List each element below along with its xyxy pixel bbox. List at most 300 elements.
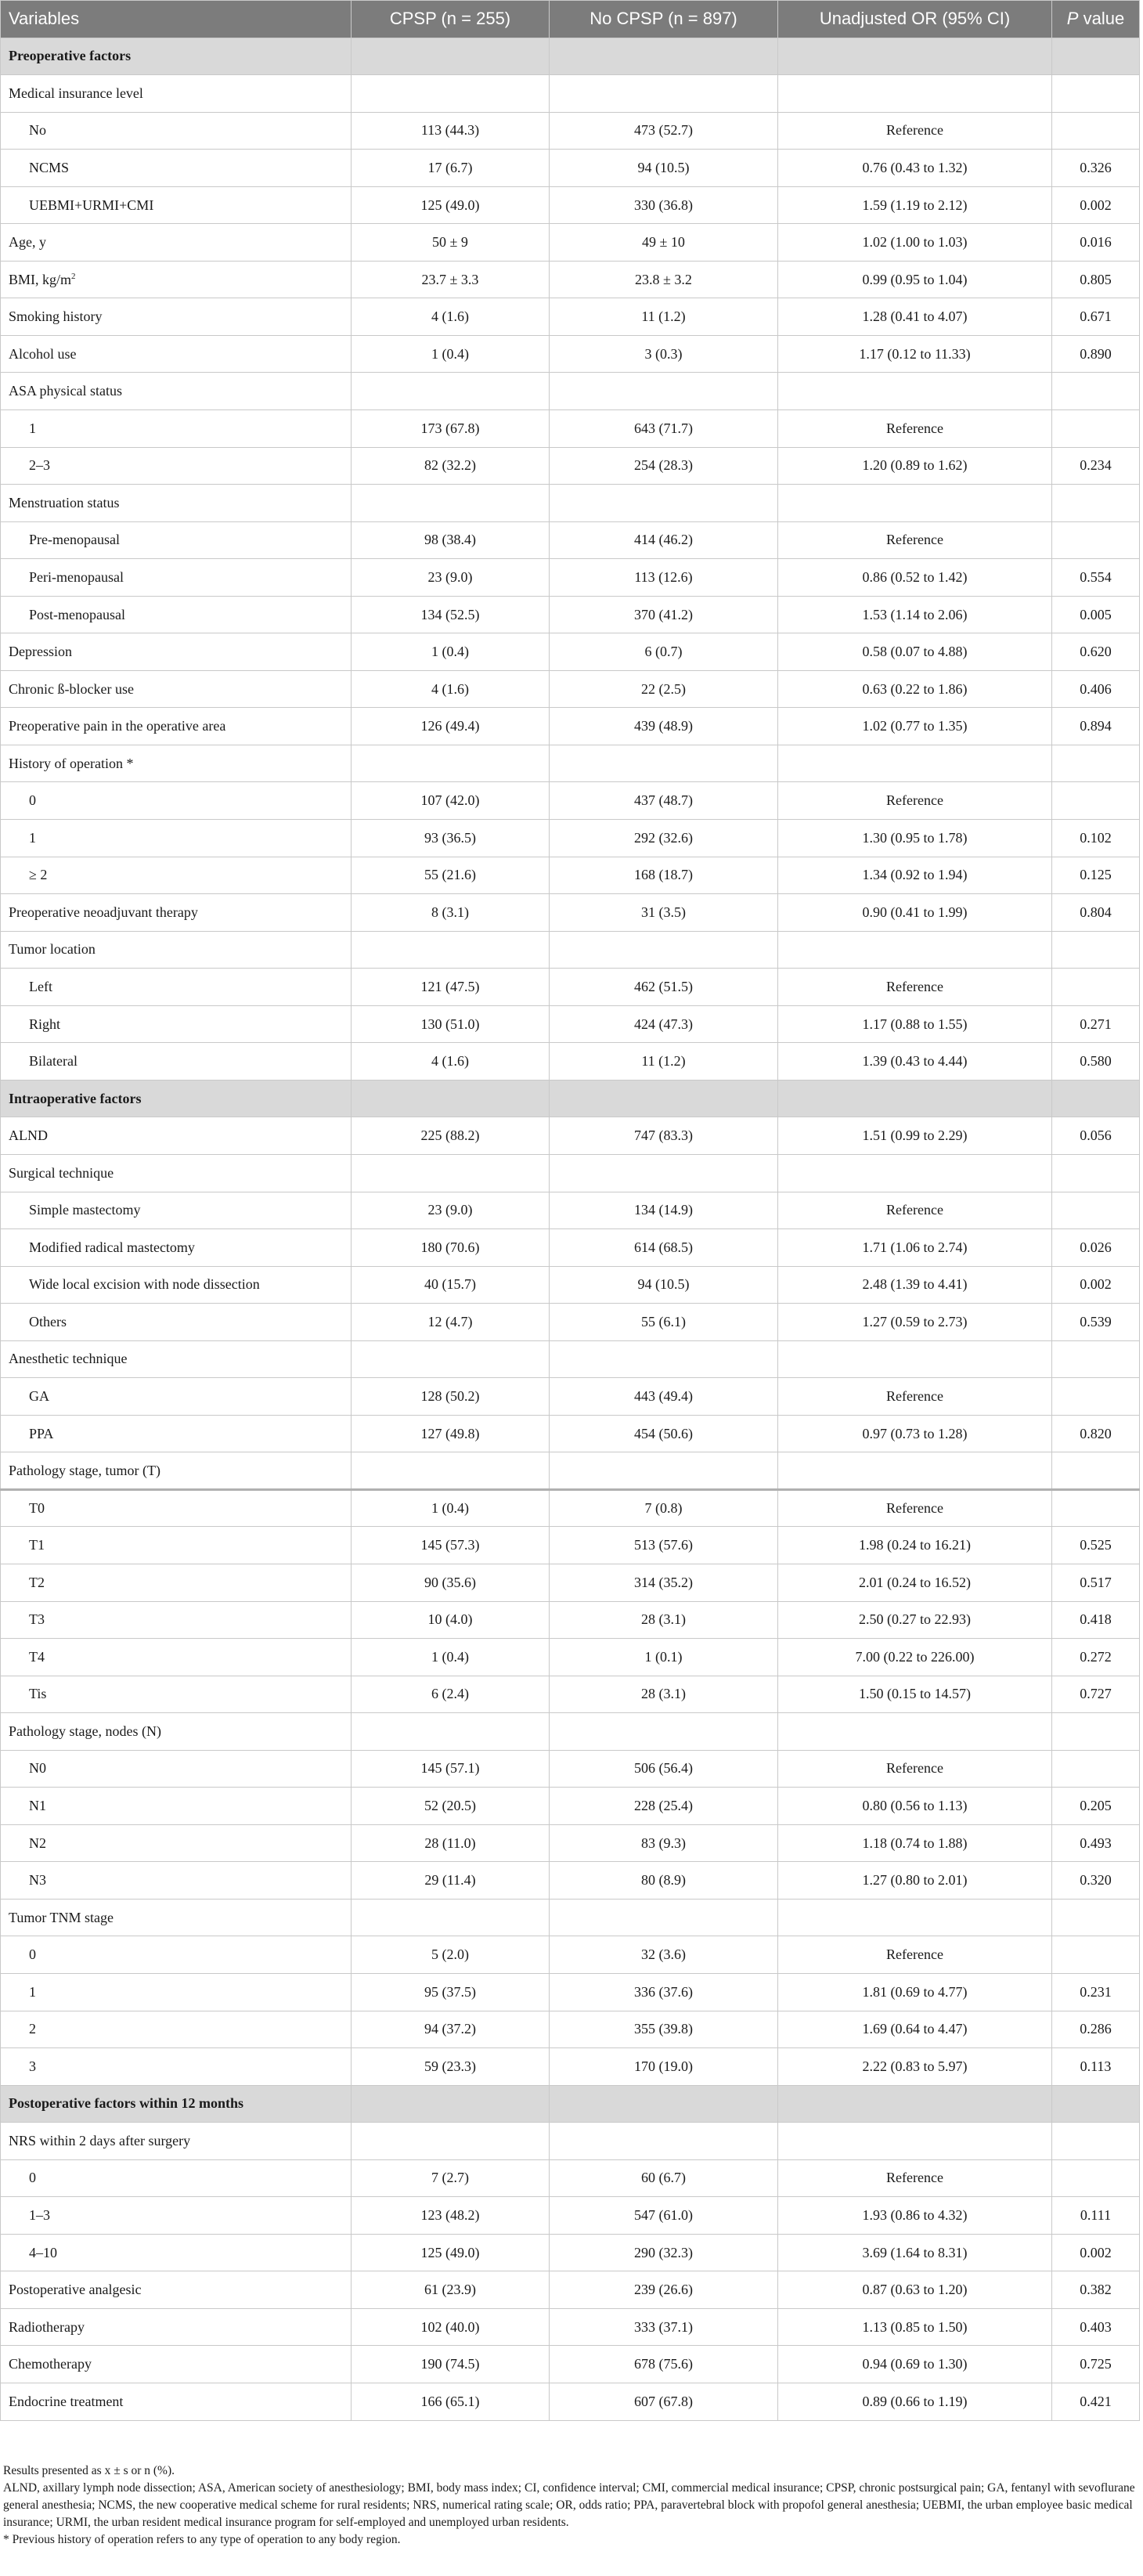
variable-cell bbox=[1, 2011, 352, 2048]
section-empty-cell bbox=[550, 38, 778, 75]
p-value-cell: 0.271 bbox=[1052, 1005, 1140, 1043]
or-cell: 2.22 (0.83 to 5.97) bbox=[778, 2048, 1052, 2086]
cpsp-cell: 180 (70.6) bbox=[352, 1229, 550, 1267]
cpsp-cell bbox=[352, 2123, 550, 2160]
section-header-row bbox=[1, 1080, 1140, 1117]
variable-label: Preoperative pain in the operative area bbox=[9, 718, 226, 734]
variable-cell bbox=[1, 1601, 352, 1639]
section-empty-cell bbox=[1052, 38, 1140, 75]
variable-label: GA bbox=[29, 1388, 49, 1404]
p-value-cell: 0.820 bbox=[1052, 1415, 1140, 1452]
table-row bbox=[1, 670, 1140, 708]
table-row bbox=[1, 1639, 1140, 1676]
no-cpsp-cell: 134 (14.9) bbox=[550, 1192, 778, 1229]
cpsp-cell: 125 (49.0) bbox=[352, 186, 550, 224]
cpsp-cell: 29 (11.4) bbox=[352, 1862, 550, 1900]
variable-cell bbox=[1, 1564, 352, 1601]
no-cpsp-cell bbox=[550, 1154, 778, 1192]
variable-label: 2 bbox=[29, 2021, 36, 2037]
table-row bbox=[1, 335, 1140, 373]
variable-cell bbox=[1, 1862, 352, 1900]
or-cell bbox=[778, 745, 1052, 782]
p-value-cell: 0.554 bbox=[1052, 559, 1140, 597]
p-value-cell: 0.403 bbox=[1052, 2308, 1140, 2346]
table-row bbox=[1, 112, 1140, 150]
cpsp-cell: 225 (88.2) bbox=[352, 1117, 550, 1155]
cpsp-cell: 1 (0.4) bbox=[352, 1489, 550, 1527]
or-cell bbox=[778, 75, 1052, 113]
or-cell: Reference bbox=[778, 410, 1052, 448]
or-cell bbox=[778, 485, 1052, 522]
variable-cell bbox=[1, 1005, 352, 1043]
section-title: Postoperative factors within 12 months bbox=[1, 2085, 352, 2123]
table-row bbox=[1, 969, 1140, 1006]
or-cell: 1.17 (0.88 to 1.55) bbox=[778, 1005, 1052, 1043]
no-cpsp-cell: 11 (1.2) bbox=[550, 1043, 778, 1081]
variable-label: ALND bbox=[9, 1127, 48, 1144]
p-value-cell: 0.231 bbox=[1052, 1973, 1140, 2011]
p-value-cell: 0.580 bbox=[1052, 1043, 1140, 1081]
or-cell: 0.90 (0.41 to 1.99) bbox=[778, 894, 1052, 932]
p-value-cell: 0.234 bbox=[1052, 447, 1140, 485]
table-row bbox=[1, 1005, 1140, 1043]
no-cpsp-cell: 355 (39.8) bbox=[550, 2011, 778, 2048]
variable-cell bbox=[1, 373, 352, 410]
header-cpsp: CPSP (n = 255) bbox=[352, 1, 550, 38]
or-cell: 1.30 (0.95 to 1.78) bbox=[778, 820, 1052, 857]
group-header-row bbox=[1, 373, 1140, 410]
cpsp-cell: 23.7 ± 3.3 bbox=[352, 261, 550, 298]
p-value-cell bbox=[1052, 1192, 1140, 1229]
or-cell: 0.99 (0.95 to 1.04) bbox=[778, 261, 1052, 298]
no-cpsp-cell: 94 (10.5) bbox=[550, 1266, 778, 1304]
cpsp-cell: 113 (44.3) bbox=[352, 112, 550, 150]
table-row bbox=[1, 1229, 1140, 1267]
variable-cell bbox=[1, 75, 352, 113]
section-title: Preoperative factors bbox=[1, 38, 352, 75]
p-value-cell: 0.005 bbox=[1052, 596, 1140, 633]
no-cpsp-cell: 336 (37.6) bbox=[550, 1973, 778, 2011]
cpsp-cell: 50 ± 9 bbox=[352, 224, 550, 262]
cpsp-cell bbox=[352, 75, 550, 113]
variable-label: 1 bbox=[29, 829, 36, 846]
cpsp-cell: 121 (47.5) bbox=[352, 969, 550, 1006]
p-value-cell: 0.326 bbox=[1052, 150, 1140, 187]
p-value-cell bbox=[1052, 745, 1140, 782]
cpsp-cell: 8 (3.1) bbox=[352, 894, 550, 932]
or-cell: 1.27 (0.80 to 2.01) bbox=[778, 1862, 1052, 1900]
group-header-row bbox=[1, 1452, 1140, 1490]
variable-label: Tumor location bbox=[9, 941, 96, 958]
or-cell: 1.20 (0.89 to 1.62) bbox=[778, 447, 1052, 485]
variable-label: Bilateral bbox=[29, 1053, 78, 1070]
variable-label: T2 bbox=[29, 1574, 45, 1590]
or-cell: 1.98 (0.24 to 16.21) bbox=[778, 1527, 1052, 1564]
or-cell: 1.13 (0.85 to 1.50) bbox=[778, 2308, 1052, 2346]
section-empty-cell bbox=[1052, 2085, 1140, 2123]
group-header-row bbox=[1, 1899, 1140, 1936]
or-cell: 1.93 (0.86 to 4.32) bbox=[778, 2197, 1052, 2235]
table-row bbox=[1, 1043, 1140, 1081]
table-row bbox=[1, 2346, 1140, 2383]
p-value-cell: 0.002 bbox=[1052, 1266, 1140, 1304]
no-cpsp-cell: 473 (52.7) bbox=[550, 112, 778, 150]
variable-label: Endocrine treatment bbox=[9, 2393, 124, 2409]
section-empty-cell bbox=[778, 2085, 1052, 2123]
no-cpsp-cell bbox=[550, 745, 778, 782]
or-cell bbox=[778, 2123, 1052, 2160]
variable-cell bbox=[1, 1154, 352, 1192]
or-cell: Reference bbox=[778, 521, 1052, 559]
table-row bbox=[1, 1824, 1140, 1862]
no-cpsp-cell bbox=[550, 1899, 778, 1936]
variable-label: 0 bbox=[29, 1946, 36, 1963]
no-cpsp-cell: 3 (0.3) bbox=[550, 335, 778, 373]
variable-label: Radiotherapy bbox=[9, 2318, 85, 2335]
variable-label: Medical insurance level bbox=[9, 85, 143, 101]
variable-label: History of operation * bbox=[9, 755, 134, 771]
variable-cell bbox=[1, 2197, 352, 2235]
p-value-cell bbox=[1052, 1452, 1140, 1490]
variable-cell bbox=[1, 447, 352, 485]
p-value-cell: 0.111 bbox=[1052, 2197, 1140, 2235]
or-cell bbox=[778, 373, 1052, 410]
variable-cell bbox=[1, 186, 352, 224]
header-p-letter: P bbox=[1066, 9, 1079, 29]
cpsp-cell: 5 (2.0) bbox=[352, 1936, 550, 1974]
p-value-cell: 0.539 bbox=[1052, 1304, 1140, 1341]
table-row bbox=[1, 150, 1140, 187]
section-empty-cell bbox=[1052, 1080, 1140, 1117]
or-cell bbox=[778, 1154, 1052, 1192]
no-cpsp-cell bbox=[550, 1340, 778, 1378]
cpsp-cell: 40 (15.7) bbox=[352, 1266, 550, 1304]
section-empty-cell bbox=[550, 1080, 778, 1117]
table-row bbox=[1, 596, 1140, 633]
table-row bbox=[1, 2159, 1140, 2197]
no-cpsp-cell bbox=[550, 485, 778, 522]
cpsp-cell: 125 (49.0) bbox=[352, 2234, 550, 2271]
table-row bbox=[1, 224, 1140, 262]
variable-label: 1 bbox=[29, 1983, 36, 2000]
variable-cell bbox=[1, 708, 352, 745]
p-value-cell bbox=[1052, 410, 1140, 448]
p-value-cell bbox=[1052, 373, 1140, 410]
variable-label: 4–10 bbox=[29, 2244, 57, 2260]
p-value-cell bbox=[1052, 1899, 1140, 1936]
cpsp-cell: 166 (65.1) bbox=[352, 2383, 550, 2421]
or-cell: 1.81 (0.69 to 4.77) bbox=[778, 1973, 1052, 2011]
variable-cell bbox=[1, 633, 352, 671]
or-cell: 0.80 (0.56 to 1.13) bbox=[778, 1788, 1052, 1825]
or-cell bbox=[778, 1899, 1052, 1936]
no-cpsp-cell: 333 (37.1) bbox=[550, 2308, 778, 2346]
variable-cell bbox=[1, 1117, 352, 1155]
no-cpsp-cell: 462 (51.5) bbox=[550, 969, 778, 1006]
cpsp-cell: 82 (32.2) bbox=[352, 447, 550, 485]
or-cell: 0.94 (0.69 to 1.30) bbox=[778, 2346, 1052, 2383]
variable-cell bbox=[1, 857, 352, 894]
variable-label: T3 bbox=[29, 1611, 45, 1628]
variable-cell bbox=[1, 1639, 352, 1676]
cpsp-cell: 102 (40.0) bbox=[352, 2308, 550, 2346]
p-value-cell bbox=[1052, 75, 1140, 113]
or-cell: 0.76 (0.43 to 1.32) bbox=[778, 150, 1052, 187]
header-unadjusted-or: Unadjusted OR (95% CI) bbox=[778, 1, 1052, 38]
p-value-cell bbox=[1052, 2123, 1140, 2160]
or-cell bbox=[778, 931, 1052, 969]
no-cpsp-cell: 330 (36.8) bbox=[550, 186, 778, 224]
no-cpsp-cell: 414 (46.2) bbox=[550, 521, 778, 559]
no-cpsp-cell: 32 (3.6) bbox=[550, 1936, 778, 1974]
variable-label: Post-menopausal bbox=[29, 606, 125, 622]
variable-label: Alcohol use bbox=[9, 345, 77, 362]
p-value-cell: 0.894 bbox=[1052, 708, 1140, 745]
variable-label: NRS within 2 days after surgery bbox=[9, 2132, 191, 2148]
no-cpsp-cell: 11 (1.2) bbox=[550, 298, 778, 336]
variable-cell bbox=[1, 1713, 352, 1751]
variable-label: N2 bbox=[29, 1835, 46, 1851]
cpsp-cell: 123 (48.2) bbox=[352, 2197, 550, 2235]
or-cell: 1.17 (0.12 to 11.33) bbox=[778, 335, 1052, 373]
or-cell: 3.69 (1.64 to 8.31) bbox=[778, 2234, 1052, 2271]
no-cpsp-cell: 113 (12.6) bbox=[550, 559, 778, 597]
section-empty-cell bbox=[778, 1080, 1052, 1117]
p-value-cell bbox=[1052, 521, 1140, 559]
variable-cell bbox=[1, 112, 352, 150]
no-cpsp-cell bbox=[550, 373, 778, 410]
variable-label: Menstruation status bbox=[9, 494, 120, 511]
section-empty-cell bbox=[352, 2085, 550, 2123]
variable-cell bbox=[1, 1788, 352, 1825]
or-cell: Reference bbox=[778, 1489, 1052, 1527]
variable-label: Anesthetic technique bbox=[9, 1351, 128, 1367]
table-row bbox=[1, 1862, 1140, 1900]
variable-label: Modified radical mastectomy bbox=[29, 1239, 195, 1255]
p-value-cell: 0.804 bbox=[1052, 894, 1140, 932]
or-cell: Reference bbox=[778, 969, 1052, 1006]
variable-cell bbox=[1, 1304, 352, 1341]
cpsp-cell: 190 (74.5) bbox=[352, 2346, 550, 2383]
section-title: Intraoperative factors bbox=[1, 1080, 352, 1117]
table-row bbox=[1, 894, 1140, 932]
variable-label: T0 bbox=[29, 1500, 45, 1517]
variable-cell bbox=[1, 745, 352, 782]
no-cpsp-cell: 49 ± 10 bbox=[550, 224, 778, 262]
cpsp-cell: 90 (35.6) bbox=[352, 1564, 550, 1601]
or-cell bbox=[778, 1452, 1052, 1490]
header-variables: Variables bbox=[1, 1, 352, 38]
variable-cell bbox=[1, 224, 352, 262]
or-cell: Reference bbox=[778, 1750, 1052, 1788]
table-row bbox=[1, 857, 1140, 894]
cpsp-cell: 128 (50.2) bbox=[352, 1378, 550, 1416]
variable-cell bbox=[1, 1340, 352, 1378]
p-value-cell bbox=[1052, 1378, 1140, 1416]
or-cell: 1.53 (1.14 to 2.06) bbox=[778, 596, 1052, 633]
variable-cell bbox=[1, 931, 352, 969]
section-header-row bbox=[1, 2085, 1140, 2123]
p-value-cell: 0.421 bbox=[1052, 2383, 1140, 2421]
or-cell: 1.69 (0.64 to 4.47) bbox=[778, 2011, 1052, 2048]
cpsp-cell: 127 (49.8) bbox=[352, 1415, 550, 1452]
no-cpsp-cell: 83 (9.3) bbox=[550, 1824, 778, 1862]
no-cpsp-cell: 547 (61.0) bbox=[550, 2197, 778, 2235]
cpsp-cell: 10 (4.0) bbox=[352, 1601, 550, 1639]
variable-cell bbox=[1, 1192, 352, 1229]
variable-cell bbox=[1, 1824, 352, 1862]
table-row bbox=[1, 298, 1140, 336]
table-row bbox=[1, 1750, 1140, 1788]
no-cpsp-cell: 513 (57.6) bbox=[550, 1527, 778, 1564]
p-value-cell: 0.727 bbox=[1052, 1676, 1140, 1713]
table-row bbox=[1, 186, 1140, 224]
table-row bbox=[1, 708, 1140, 745]
table-row bbox=[1, 2197, 1140, 2235]
or-cell: 1.28 (0.41 to 4.07) bbox=[778, 298, 1052, 336]
or-cell: 1.51 (0.99 to 2.29) bbox=[778, 1117, 1052, 1155]
variable-label: T1 bbox=[29, 1537, 45, 1553]
p-value-cell: 0.056 bbox=[1052, 1117, 1140, 1155]
cpsp-cell: 23 (9.0) bbox=[352, 1192, 550, 1229]
p-value-cell bbox=[1052, 1340, 1140, 1378]
table-row bbox=[1, 2011, 1140, 2048]
p-value-cell: 0.890 bbox=[1052, 335, 1140, 373]
group-header-row bbox=[1, 931, 1140, 969]
table-row bbox=[1, 559, 1140, 597]
variable-label: Left bbox=[29, 978, 52, 994]
or-cell: 1.34 (0.92 to 1.94) bbox=[778, 857, 1052, 894]
table-row bbox=[1, 1117, 1140, 1155]
note-results: Results presented as x ± s or n (%). bbox=[3, 2464, 175, 2477]
no-cpsp-cell: 437 (48.7) bbox=[550, 782, 778, 820]
cpsp-cell: 107 (42.0) bbox=[352, 782, 550, 820]
variable-label: Chemotherapy bbox=[9, 2356, 92, 2372]
table-row bbox=[1, 1788, 1140, 1825]
p-value-cell: 0.725 bbox=[1052, 2346, 1140, 2383]
no-cpsp-cell: 314 (35.2) bbox=[550, 1564, 778, 1601]
cpsp-cell: 4 (1.6) bbox=[352, 1043, 550, 1081]
cpsp-cell: 59 (23.3) bbox=[352, 2048, 550, 2086]
or-cell: 0.87 (0.63 to 1.20) bbox=[778, 2271, 1052, 2309]
p-value-cell bbox=[1052, 1750, 1140, 1788]
table-row bbox=[1, 1527, 1140, 1564]
cpsp-cell: 130 (51.0) bbox=[352, 1005, 550, 1043]
no-cpsp-cell: 506 (56.4) bbox=[550, 1750, 778, 1788]
variable-label: 1–3 bbox=[29, 2207, 50, 2224]
no-cpsp-cell bbox=[550, 931, 778, 969]
p-value-cell bbox=[1052, 1489, 1140, 1527]
p-value-cell: 0.125 bbox=[1052, 857, 1140, 894]
variable-cell bbox=[1, 1415, 352, 1452]
no-cpsp-cell: 678 (75.6) bbox=[550, 2346, 778, 2383]
no-cpsp-cell: 7 (0.8) bbox=[550, 1489, 778, 1527]
variable-label: N0 bbox=[29, 1760, 46, 1777]
variable-cell bbox=[1, 410, 352, 448]
no-cpsp-cell: 170 (19.0) bbox=[550, 2048, 778, 2086]
header-no-cpsp: No CPSP (n = 897) bbox=[550, 1, 778, 38]
variable-cell bbox=[1, 1266, 352, 1304]
p-value-cell bbox=[1052, 1154, 1140, 1192]
cpsp-cell: 12 (4.7) bbox=[352, 1304, 550, 1341]
or-cell: Reference bbox=[778, 1378, 1052, 1416]
cpsp-cell: 4 (1.6) bbox=[352, 670, 550, 708]
or-cell: Reference bbox=[778, 782, 1052, 820]
or-cell: 0.86 (0.52 to 1.42) bbox=[778, 559, 1052, 597]
variable-cell bbox=[1, 670, 352, 708]
variable-label: Right bbox=[29, 1016, 61, 1032]
variable-label: Tumor TNM stage bbox=[9, 1909, 114, 1925]
or-cell: Reference bbox=[778, 1936, 1052, 1974]
group-header-row bbox=[1, 1154, 1140, 1192]
or-cell: 1.18 (0.74 to 1.88) bbox=[778, 1824, 1052, 1862]
cpsp-cell bbox=[352, 1899, 550, 1936]
p-value-cell: 0.102 bbox=[1052, 820, 1140, 857]
variable-label: 0 bbox=[29, 2170, 36, 2186]
cpsp-cell: 28 (11.0) bbox=[352, 1824, 550, 1862]
cpsp-cell: 93 (36.5) bbox=[352, 820, 550, 857]
variable-label: T4 bbox=[29, 1648, 45, 1665]
p-value-cell: 0.286 bbox=[1052, 2011, 1140, 2048]
group-header-row bbox=[1, 75, 1140, 113]
or-cell: 1.27 (0.59 to 2.73) bbox=[778, 1304, 1052, 1341]
variable-label: Depression bbox=[9, 644, 72, 660]
no-cpsp-cell: 424 (47.3) bbox=[550, 1005, 778, 1043]
p-value-cell bbox=[1052, 1936, 1140, 1974]
or-cell: 2.50 (0.27 to 22.93) bbox=[778, 1601, 1052, 1639]
table-row bbox=[1, 1936, 1140, 1974]
p-value-cell: 0.113 bbox=[1052, 2048, 1140, 2086]
no-cpsp-cell: 22 (2.5) bbox=[550, 670, 778, 708]
variable-cell bbox=[1, 1043, 352, 1081]
p-value-cell: 0.418 bbox=[1052, 1601, 1140, 1639]
no-cpsp-cell: 254 (28.3) bbox=[550, 447, 778, 485]
variable-label: BMI, kg/m bbox=[9, 271, 72, 287]
variable-cell bbox=[1, 894, 352, 932]
group-header-row bbox=[1, 485, 1140, 522]
variable-label: Pathology stage, tumor (T) bbox=[9, 1462, 160, 1478]
or-cell: 1.50 (0.15 to 14.57) bbox=[778, 1676, 1052, 1713]
table-row bbox=[1, 2308, 1140, 2346]
variable-cell bbox=[1, 1936, 352, 1974]
table-body bbox=[1, 38, 1140, 2420]
or-cell: 1.71 (1.06 to 2.74) bbox=[778, 1229, 1052, 1267]
table-row bbox=[1, 410, 1140, 448]
cpsp-cell bbox=[352, 373, 550, 410]
header-p-value bbox=[1052, 1, 1140, 38]
variable-cell bbox=[1, 2123, 352, 2160]
variable-cell bbox=[1, 969, 352, 1006]
table-row bbox=[1, 1601, 1140, 1639]
table-row bbox=[1, 782, 1140, 820]
no-cpsp-cell: 643 (71.7) bbox=[550, 410, 778, 448]
section-empty-cell bbox=[352, 38, 550, 75]
no-cpsp-cell: 228 (25.4) bbox=[550, 1788, 778, 1825]
p-value-cell bbox=[1052, 485, 1140, 522]
p-value-cell bbox=[1052, 782, 1140, 820]
no-cpsp-cell: 28 (3.1) bbox=[550, 1676, 778, 1713]
variable-label: 3 bbox=[29, 2058, 36, 2074]
variable-cell bbox=[1, 1676, 352, 1713]
no-cpsp-cell: 439 (48.9) bbox=[550, 708, 778, 745]
no-cpsp-cell bbox=[550, 1452, 778, 1490]
table-row bbox=[1, 1266, 1140, 1304]
variable-cell bbox=[1, 596, 352, 633]
p-value-cell bbox=[1052, 969, 1140, 1006]
cpsp-cell bbox=[352, 1452, 550, 1490]
or-cell: 0.63 (0.22 to 1.86) bbox=[778, 670, 1052, 708]
variable-label: Chronic ß-blocker use bbox=[9, 680, 134, 697]
